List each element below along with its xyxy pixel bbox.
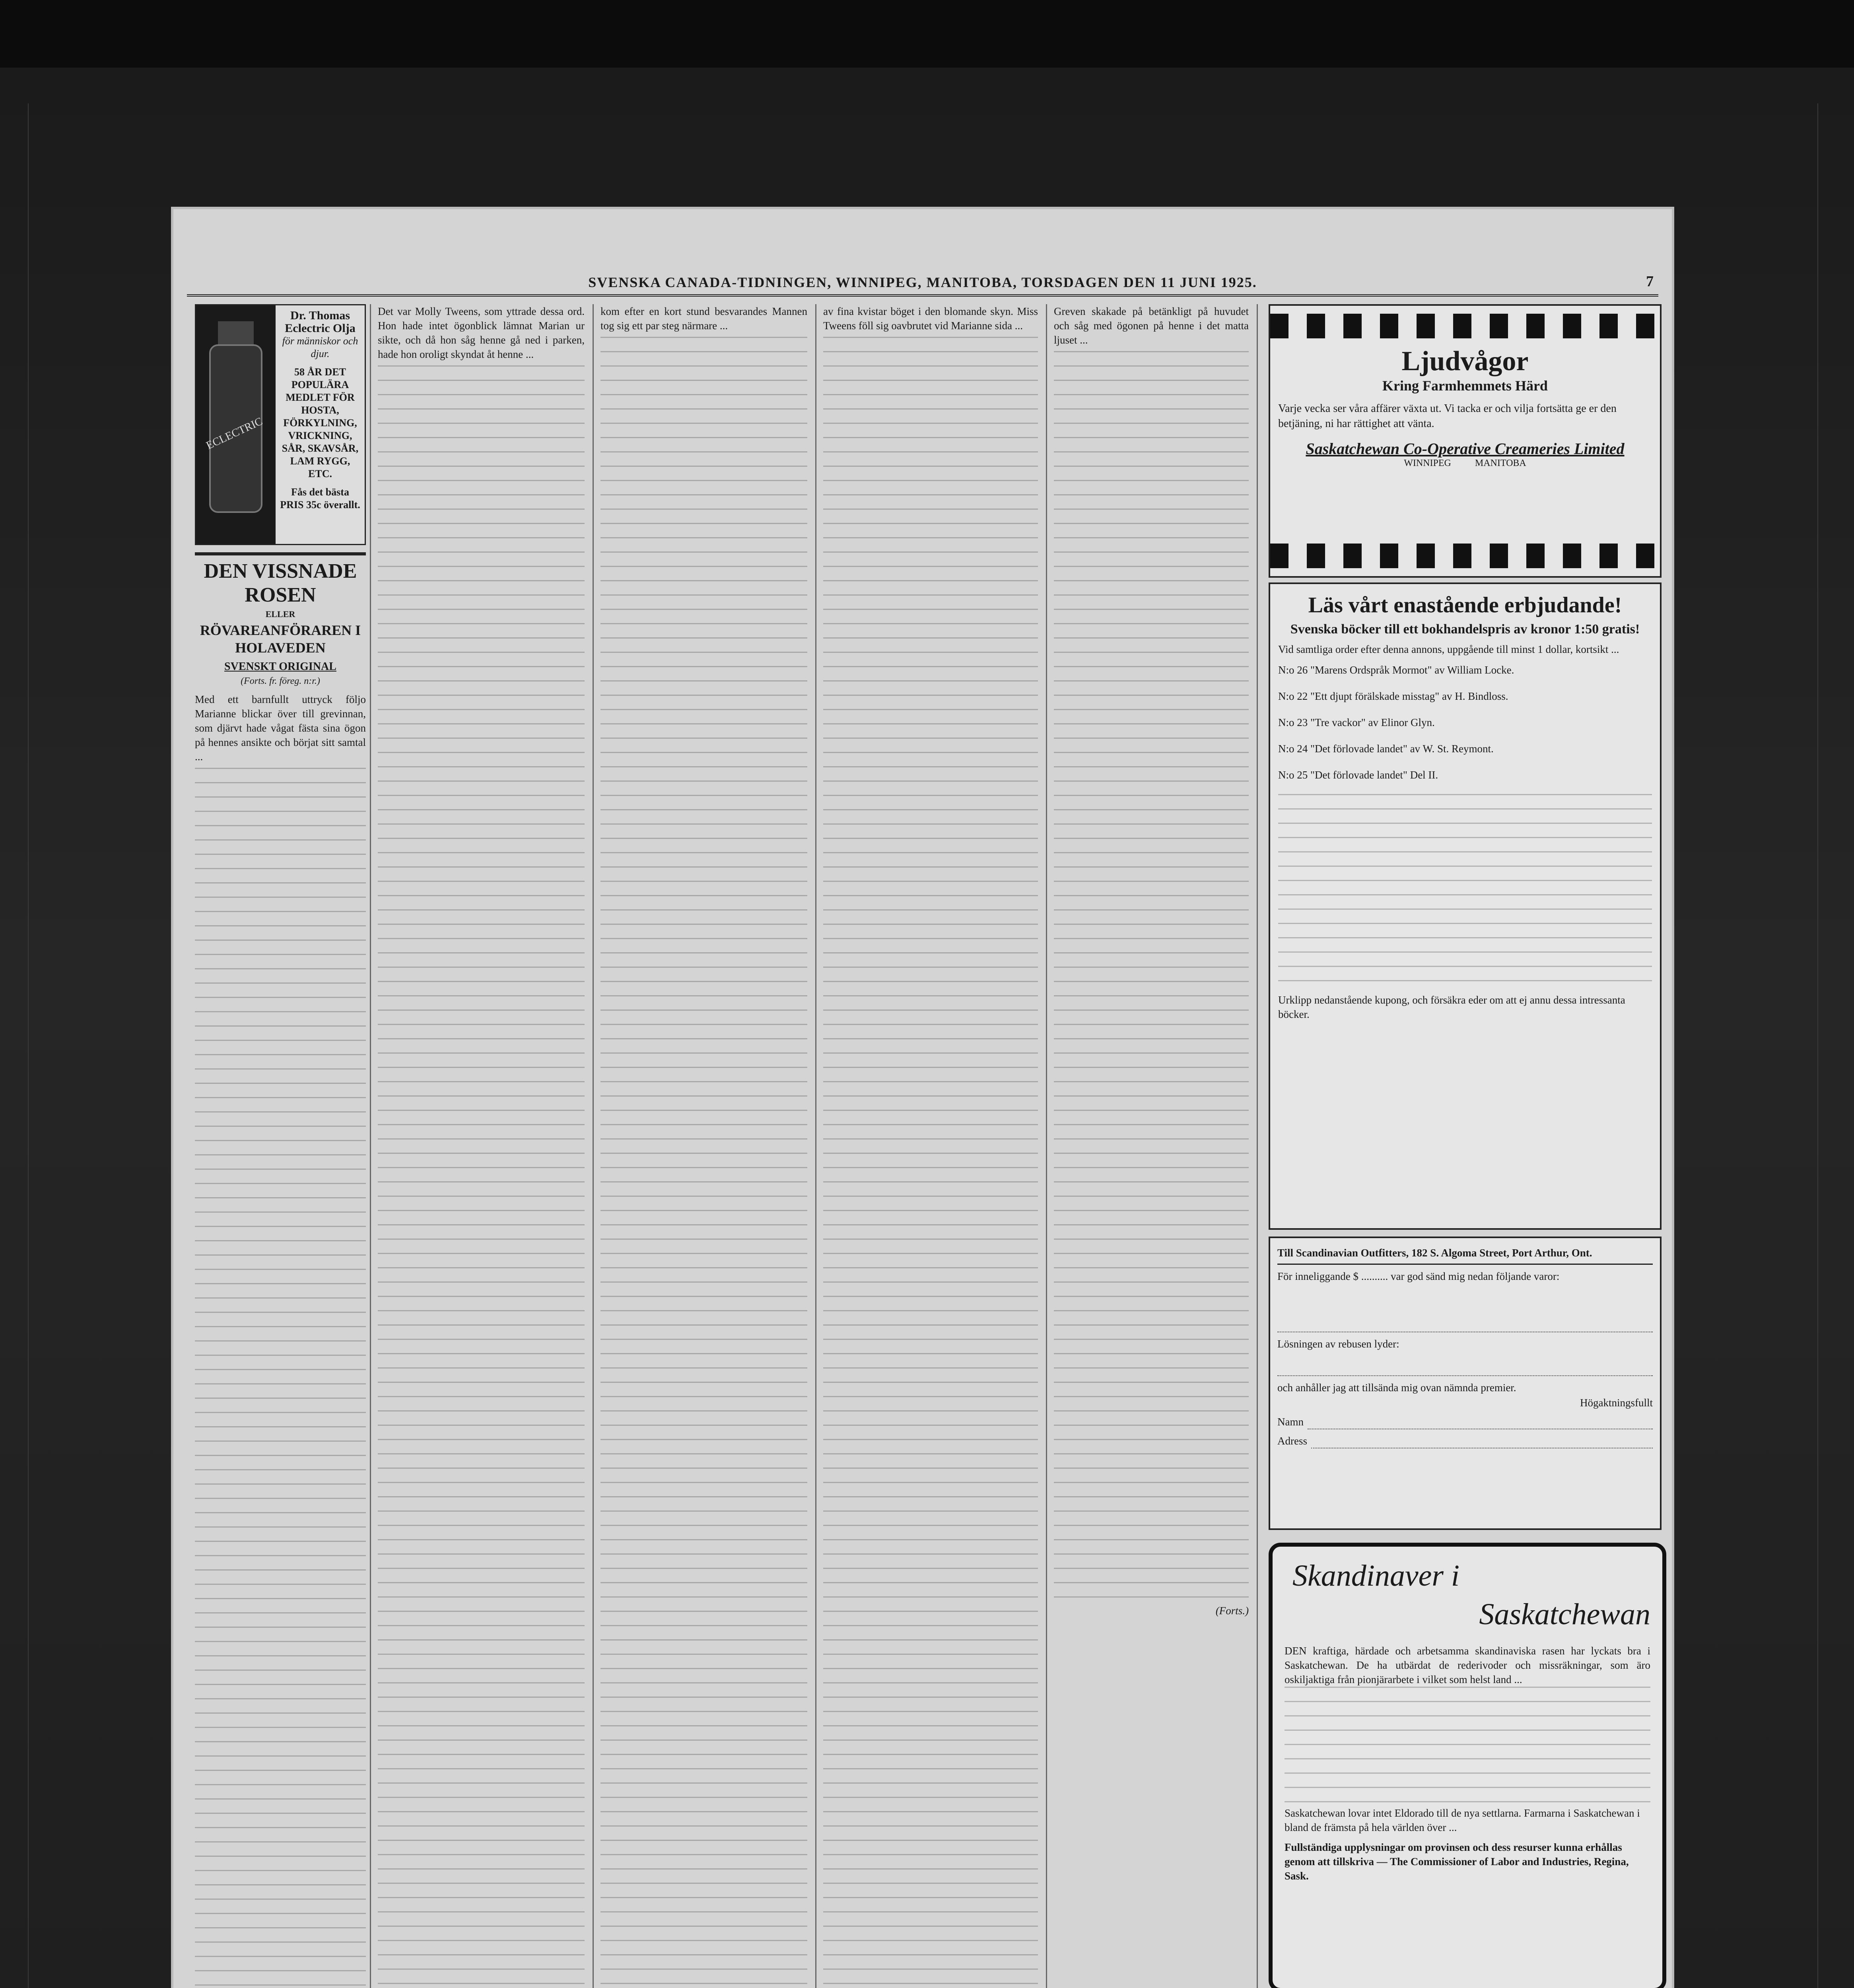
checker-border <box>1270 314 1660 338</box>
newspaper-page <box>171 207 1674 1988</box>
name-label: Namn <box>1277 1416 1304 1428</box>
coupon-line: Lösningen av rebusen lyder: <box>1277 1338 1399 1350</box>
ljudvagor-body: Varje vecka ser våra affärer växta ut. Vi tacka er och vilja fortsätta ge er den betjäning, ni har rättighet att vänta. <box>1278 402 1617 430</box>
order-lines[interactable] <box>1277 1284 1653 1332</box>
book-offer-ad <box>1269 582 1662 1230</box>
oil-bottle-illustration <box>196 305 276 544</box>
coupon <box>1269 1237 1662 1530</box>
column-3-opening: kom efter en kort stund besvarandes Mannen tog sig ett par steg närmare ... <box>601 305 807 332</box>
oil-bottle-icon <box>196 305 276 544</box>
serial-forts: (Forts.) <box>1215 1605 1249 1617</box>
column-5-opening: Greven skakade på betänkligt på huvudet och såg med ögonen på henne i det matta ljuset ... <box>1054 305 1249 346</box>
film-scratch <box>28 103 29 1988</box>
column-rule <box>1046 304 1047 1988</box>
book-offer-note: Urklipp nedanstående kupong, och försäkra eder om att ej annu dessa intressanta böcker. <box>1278 994 1625 1020</box>
column-body-text <box>601 337 807 1988</box>
oil-ad-title: Dr. Thomas Eclectric Olja <box>285 309 356 335</box>
checker-border <box>1270 544 1660 568</box>
film-scratch <box>1817 103 1818 1988</box>
name-field[interactable] <box>1308 1414 1653 1429</box>
ljudvagor-title: Ljudvågor <box>1401 346 1529 377</box>
column-2 <box>378 304 585 1988</box>
address-field[interactable] <box>1311 1433 1653 1448</box>
column-body-text <box>1278 794 1652 993</box>
coupon-to-line: Till Scandinavian Outfitters, 182 S. Algoma Street, Port Arthur, Ont. <box>1277 1245 1653 1265</box>
skandinaver-title-1: Skandinaver i <box>1292 1559 1460 1592</box>
skandinaver-contact: Fullständiga upplysningar om provinsen och dess resurser kunna erhållas genom att tillskriva — The Commissioner of Labor and Industries, Regina, Sask. <box>1285 1841 1629 1882</box>
column-body-text <box>378 365 585 1988</box>
ljudvagor-cities: WINNIPEG MANITOBA <box>1404 458 1526 468</box>
ljudvagor-ad <box>1269 304 1662 578</box>
oil-brand-label: ECLECTRIC <box>204 415 265 452</box>
oil-ad-price: Fås det bästa PRIS 35c överallt. <box>280 486 360 511</box>
masthead <box>187 270 1658 297</box>
book-list <box>1278 663 1652 782</box>
rebus-answer-field[interactable] <box>1277 1351 1653 1376</box>
serial-eller: ELLER <box>265 609 295 619</box>
ljudvagor-subtitle: Kring Farmhemmets Härd <box>1382 378 1548 394</box>
oil-ad-tagline: 58 ÅR DET POPULÄRA MEDLET FÖR HOSTA, FÖRKYLNING, VRICKNING, SÅR, SKAVSÅR, LAM RYGG, ETC. <box>282 366 359 480</box>
book-item: N:o 25 "Det förlovade landet" Del II. <box>1278 769 1438 781</box>
serial-headline: DEN VISSNADE ROSEN <box>204 560 357 606</box>
coupon-line: och anhåller jag att tillsända mig ovan nämnda premier. <box>1277 1382 1516 1394</box>
address-label: Adress <box>1277 1435 1307 1447</box>
column-body-text <box>823 337 1038 1988</box>
oil-ad-subtitle: för människor och djur. <box>282 335 358 359</box>
coupon-line: För inneliggande $ .......... var god sänd mig nedan följande varor: <box>1277 1270 1560 1282</box>
column-rule <box>815 304 816 1988</box>
serial-original: SVENSKT ORIGINAL <box>224 660 336 673</box>
book-item: N:o 23 "Tre vackor" av Elinor Glyn. <box>1278 716 1435 728</box>
column-rule <box>1257 304 1258 1988</box>
column-body-text <box>1285 1687 1650 1806</box>
skandinaver-body-1: DEN kraftiga, härdade och arbetsamma skandinaviska rasen har lyckats bra i Saskatchewan. De ha utbärdat de rederivoder och missräkningar, som äro oskiljaktiga från pionjärarbete i vilket som helst land ... <box>1285 1645 1650 1685</box>
skandinaver-ad <box>1269 1543 1666 1988</box>
film-border-top <box>0 0 1854 68</box>
column-1 <box>195 304 366 1988</box>
book-offer-subtitle: Svenska böcker till ett bokhandelspris av kronor 1:50 gratis! <box>1290 622 1640 637</box>
book-offer-title: Läs vårt enastående erbjudande! <box>1308 593 1622 617</box>
serial-subhead: RÖVAREANFÖRAREN I HOLAVEDEN <box>200 622 361 656</box>
ljudvagor-company: Saskatchewan Co-Operative Creameries Limited <box>1306 440 1625 458</box>
column-2-opening: Det var Molly Tweens, som yttrade dessa ord. Hon hade intet ögonblick lämnat Marian ur sikte, och då hon såg henne gå ned i parken, hade hon oroligt skyndat åt henne ... <box>378 305 585 360</box>
column-rule <box>593 304 594 1988</box>
serial-opening: Med ett barnfullt uttryck följo Marianne blickar över till grevinnan, som djärvt hade vågat fästa sina ögon på hennes ansikte och börjat sitt samtal ... <box>195 693 366 763</box>
serial-continuation: (Forts. fr. föreg. n:r.) <box>241 676 320 686</box>
column-4-opening: av fina kvistar böget i den blomande skyn. Miss Tweens föll sig oavbrutet vid Marianne sida ... <box>823 305 1038 332</box>
page-number: 7 <box>1646 273 1654 290</box>
column-3 <box>601 304 807 1988</box>
column-body-text <box>1054 351 1249 1604</box>
book-item: N:o 26 "Marens Ordspråk Mormot" av William Locke. <box>1278 664 1514 676</box>
column-4 <box>823 304 1038 1988</box>
skandinaver-body-2: Saskatchewan lovar intet Eldorado till de nya settlarna. Farmarna i Saskatchewan i bland de främsta på hela världen över ... <box>1285 1807 1640 1833</box>
column-5 <box>1054 304 1249 1656</box>
column-body-text <box>195 768 366 1988</box>
coupon-line: Högaktningsfullt <box>1580 1397 1653 1409</box>
column-rule <box>370 304 371 1988</box>
oil-ad <box>195 304 366 545</box>
masthead-title: SVENSKA CANADA-TIDNINGEN, WINNIPEG, MANITOBA, TORSDAGEN DEN 11 JUNI 1925. <box>588 274 1257 290</box>
book-item: N:o 22 "Ett djupt förälskade misstag" av H. Bindloss. <box>1278 690 1508 702</box>
skandinaver-title-2: Saskatchewan <box>1479 1598 1650 1631</box>
book-offer-intro: Vid samtliga order efter denna annons, uppgående till minst 1 dollar, kortsikt ... <box>1278 643 1619 655</box>
book-item: N:o 24 "Det förlovade landet" av W. St. Reymont. <box>1278 743 1494 755</box>
